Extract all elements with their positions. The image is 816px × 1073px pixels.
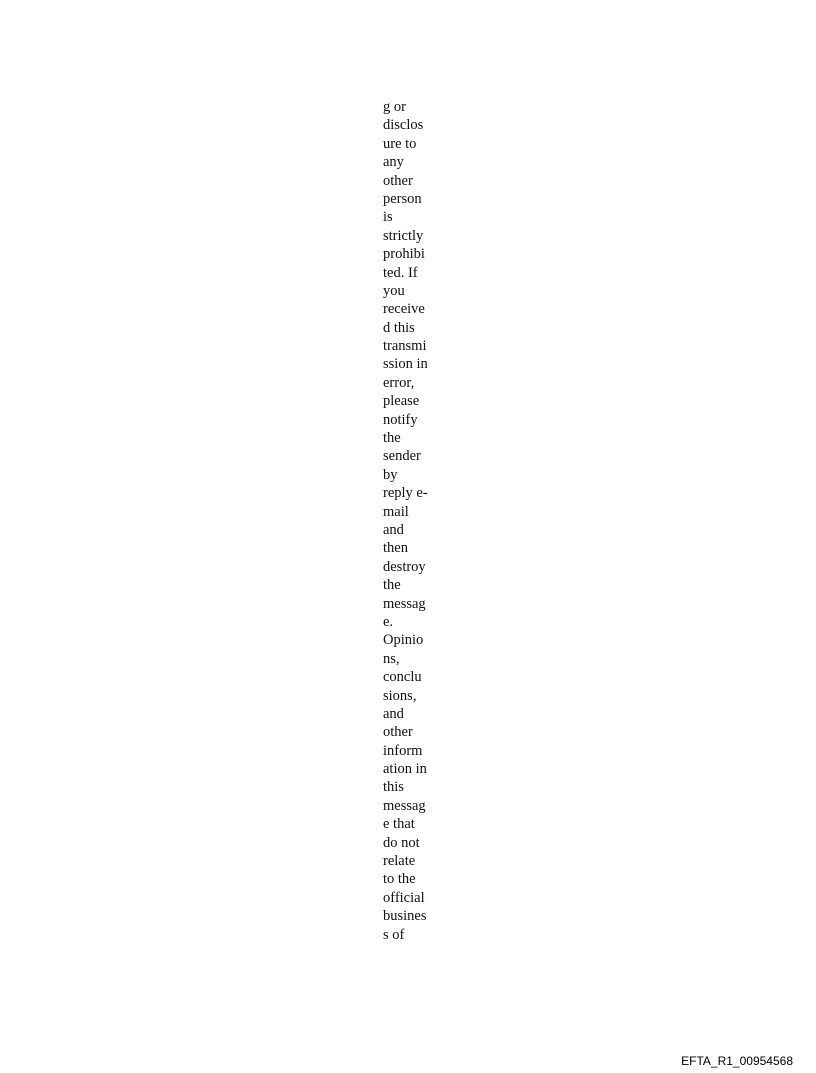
text-line: you <box>383 282 405 299</box>
text-line: e that <box>383 816 415 833</box>
text-line: is <box>383 209 393 226</box>
text-line: do not <box>383 834 420 851</box>
text-line: by <box>383 466 398 483</box>
text-line: ation in <box>383 761 427 778</box>
text-line: and <box>383 705 404 722</box>
text-line: inform <box>383 742 423 759</box>
text-line: e. <box>383 613 394 630</box>
text-line: this <box>383 779 404 796</box>
text-line: the <box>383 430 401 447</box>
text-line: receive <box>383 301 425 318</box>
text-line: conclu <box>383 669 422 686</box>
text-line: sender <box>383 448 421 465</box>
text-line: ted. If <box>383 264 418 281</box>
text-line: mail <box>383 503 409 520</box>
text-line: messag <box>383 595 426 612</box>
text-line: relate <box>383 853 416 870</box>
document-id: EFTA_R1_00954568 <box>681 1054 793 1068</box>
text-line: Opinio <box>383 632 424 649</box>
disclaimer-text-column <box>383 98 443 944</box>
text-line: person <box>383 190 422 207</box>
text-line: any <box>383 154 404 171</box>
text-line: please <box>383 393 420 410</box>
text-line: other <box>383 172 413 189</box>
text-line: g or <box>383 99 406 115</box>
text-line: other <box>383 724 413 741</box>
text-line: disclos <box>383 117 424 134</box>
text-line: official <box>383 889 425 906</box>
text-line: transmi <box>383 338 427 355</box>
text-line: strictly <box>383 227 424 244</box>
text-line: then <box>383 540 408 557</box>
text-line: reply e- <box>383 485 428 502</box>
text-line: messag <box>383 797 426 814</box>
text-line: prohibi <box>383 246 425 263</box>
text-line: error, <box>383 374 415 391</box>
text-line: sions, <box>383 687 417 704</box>
text-line: ns, <box>383 650 400 667</box>
text-line: ure to <box>383 135 417 152</box>
text-line: the <box>383 577 401 594</box>
text-line: s of <box>383 926 405 943</box>
text-line: notify <box>383 411 418 428</box>
text-line: and <box>383 521 404 538</box>
text-line: to the <box>383 871 416 888</box>
text-line: busines <box>383 908 427 925</box>
text-line: d this <box>383 319 415 336</box>
text-line: destroy <box>383 558 426 575</box>
text-line: ssion in <box>383 356 428 373</box>
